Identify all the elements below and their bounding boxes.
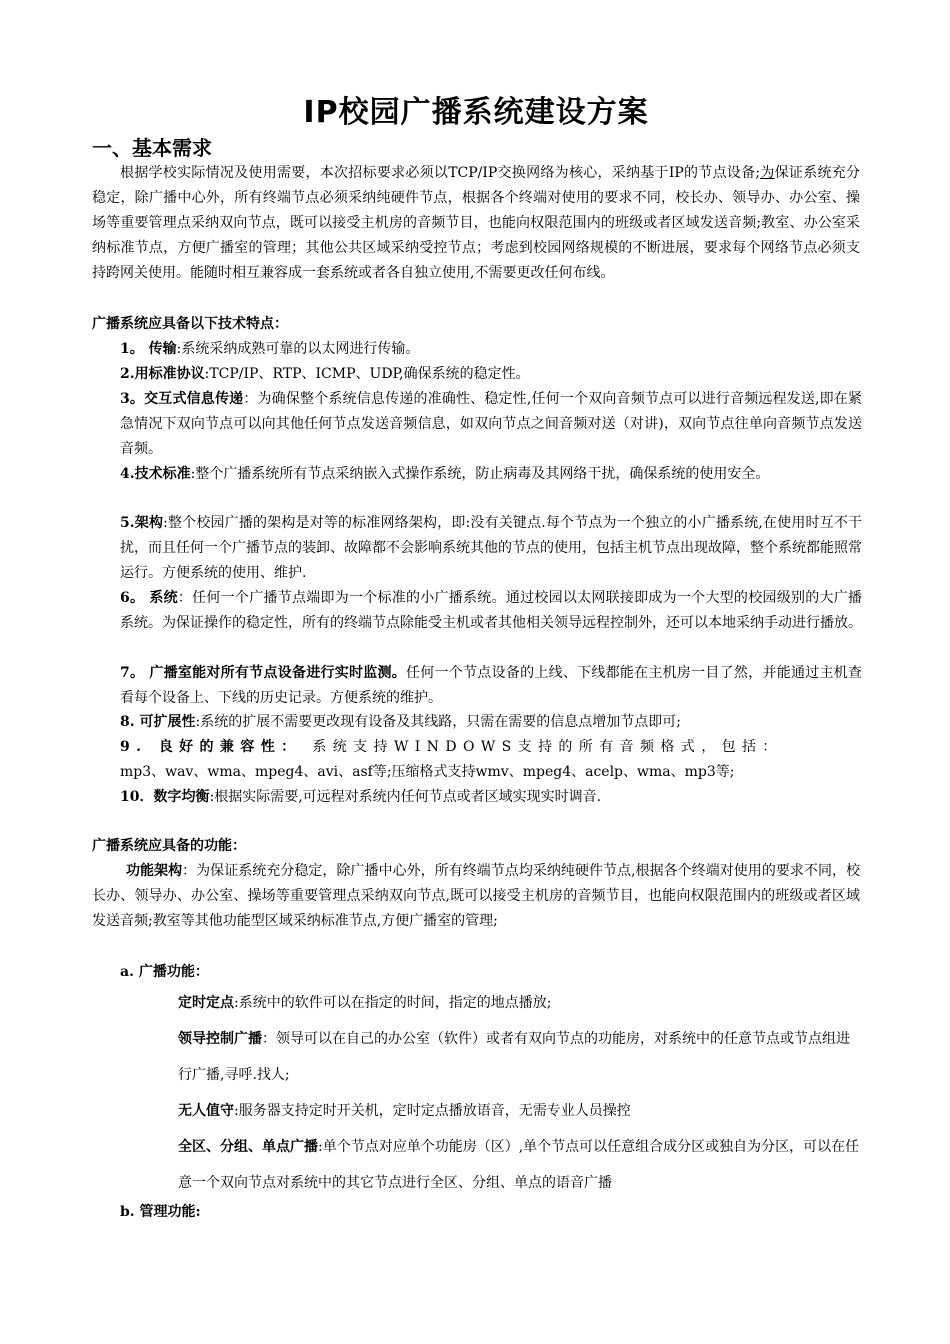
broadcast-item: 无人值守:服务器支持定时开关机，定时定点播放语音，无需专业人员操控 [178,1103,631,1119]
feature-item: 7。 广播室能对所有节点设备进行实时监测。任何一个节点设备的上线、下线都能在主机房一目了然，并能通过主机查看每个设备上、下线的历史记录。方便系统的维护。 [120,665,862,706]
feature-item: 4.技术标准:整个广播系统所有节点采纳嵌入式操作系统，防止病毒及其网络干扰，确保系统的使用安全。 [120,466,770,482]
section-heading: 一、基本需求 [92,136,212,160]
features-heading: 广播系统应具备以下技术特点： [92,316,288,332]
feature-item: 5.架构:整个校园广播的架构是对等的标准网络架构，即:没有关键点.每个节点为一个独立的小广播系统,在使用时互不干扰，而且任何一个广播节点的装卸、故障都不会影响系统其他的节点的使用，包括主机节点出现故障，整个系统都能照常运行。方便系统的使用、维护. [120,515,862,581]
feature-item: 10．数字均衡:根据实际需要,可远程对系统内任何节点或者区域实现实时调音. [120,789,602,805]
feature-item: 1。 传输:系统采纳成熟可靠的以太网进行传输。 [120,341,420,357]
feature-item-continued: mp3、wav、wma、mpeg4、avi、asf等;压缩格式支持wmv、mpeg4、acelp、wma、mp3等; [120,764,735,780]
feature-item: 6。 系统：任何一个广播节点端即为一个标准的小广播系统。通过校园以太网联接即成为一个大型的校园级别的大广播系统。为保证操作的稳定性，所有的终端节点除能受主机或者其他相关领导远程控制外，还可以本地采纳手动进行播放。 [120,590,862,631]
management-function-heading: b. 管理功能: [120,1204,201,1220]
intro-paragraph: 根据学校实际情况及使用需要，本次招标要求必须以TCP/IP交换网络为核心，采纳基于IP的节点设备;为保证系统充分稳定，除广播中心外，所有终端节点必须采纳纯硬件节点，根据各个终端对使用的要求不同，校长办、领导办、办公室、操场等重要管理点采纳双向节点，既可以接受主机房的音频节目，也能向权限范围内的班级或者区域发送音频;教室、办公室采纳标准节点，方便广播室的管理；其他公共区域采纳受控节点；考虑到校园网络规模的不断进展，要求每个网络节点必须支持跨网关使用。能随时相互兼容成一套系统或者各自独立使用,不需要更改任何布线。 [92,165,861,281]
feature-item: 8. 可扩展性:系统的扩展不需要更改现有设备及其线路，只需在需要的信息点增加节点即可; [120,714,681,730]
broadcast-item: 定时定点:系统中的软件可以在指定的时间，指定的地点播放; [178,995,552,1011]
feature-item: 2.用标准协议:TCP/IP、RTP、ICMP、UDP,确保系统的稳定性。 [120,366,530,382]
document-title: IP校园广播系统建设方案 [303,95,649,130]
feature-item: 9. 良好的兼容性： 系统支持WINDOWS支持的所有音频格式，包括： [120,739,783,755]
functions-heading: 广播系统应具备的功能： [92,838,246,854]
broadcast-item: 全区、分组、单点广播:单个节点对应单个功能房（区）,单个节点可以任意组合成分区或独自为分区，可以在任意一个双向节点对系统中的其它节点进行全区、分组、单点的语音广播 [178,1139,860,1191]
broadcast-function-heading: a. 广播功能： [120,964,209,980]
arch-paragraph: 功能架构：为保证系统充分稳定，除广播中心外，所有终端节点均采纳纯硬件节点,根据各个终端对使用的要求不同，校长办、领导办、办公室、操场等重要管理点采纳双向节点,既可以接受主机房的音频节目，也能向权限范围内的班级或者区域发送音频;教室等其他功能型区域采纳标准节点,方便广播室的管理; [92,863,861,929]
feature-item: 3。交互式信息传递：为确保整个系统信息传递的准确性、稳定性,任何一个双向音频节点可以进行音频远程发送,即在紧急情况下双向节点可以向其他任何节点发送音频信息，如双向节点之间音频对送（对讲)，双向节点往单向音频节点发送音频。 [120,391,862,457]
broadcast-item: 领导控制广播：领导可以在自己的办公室（软件）或者有双向节点的功能房，对系统中的任意节点或节点组进行广播,寻呼.找人; [178,1031,850,1083]
